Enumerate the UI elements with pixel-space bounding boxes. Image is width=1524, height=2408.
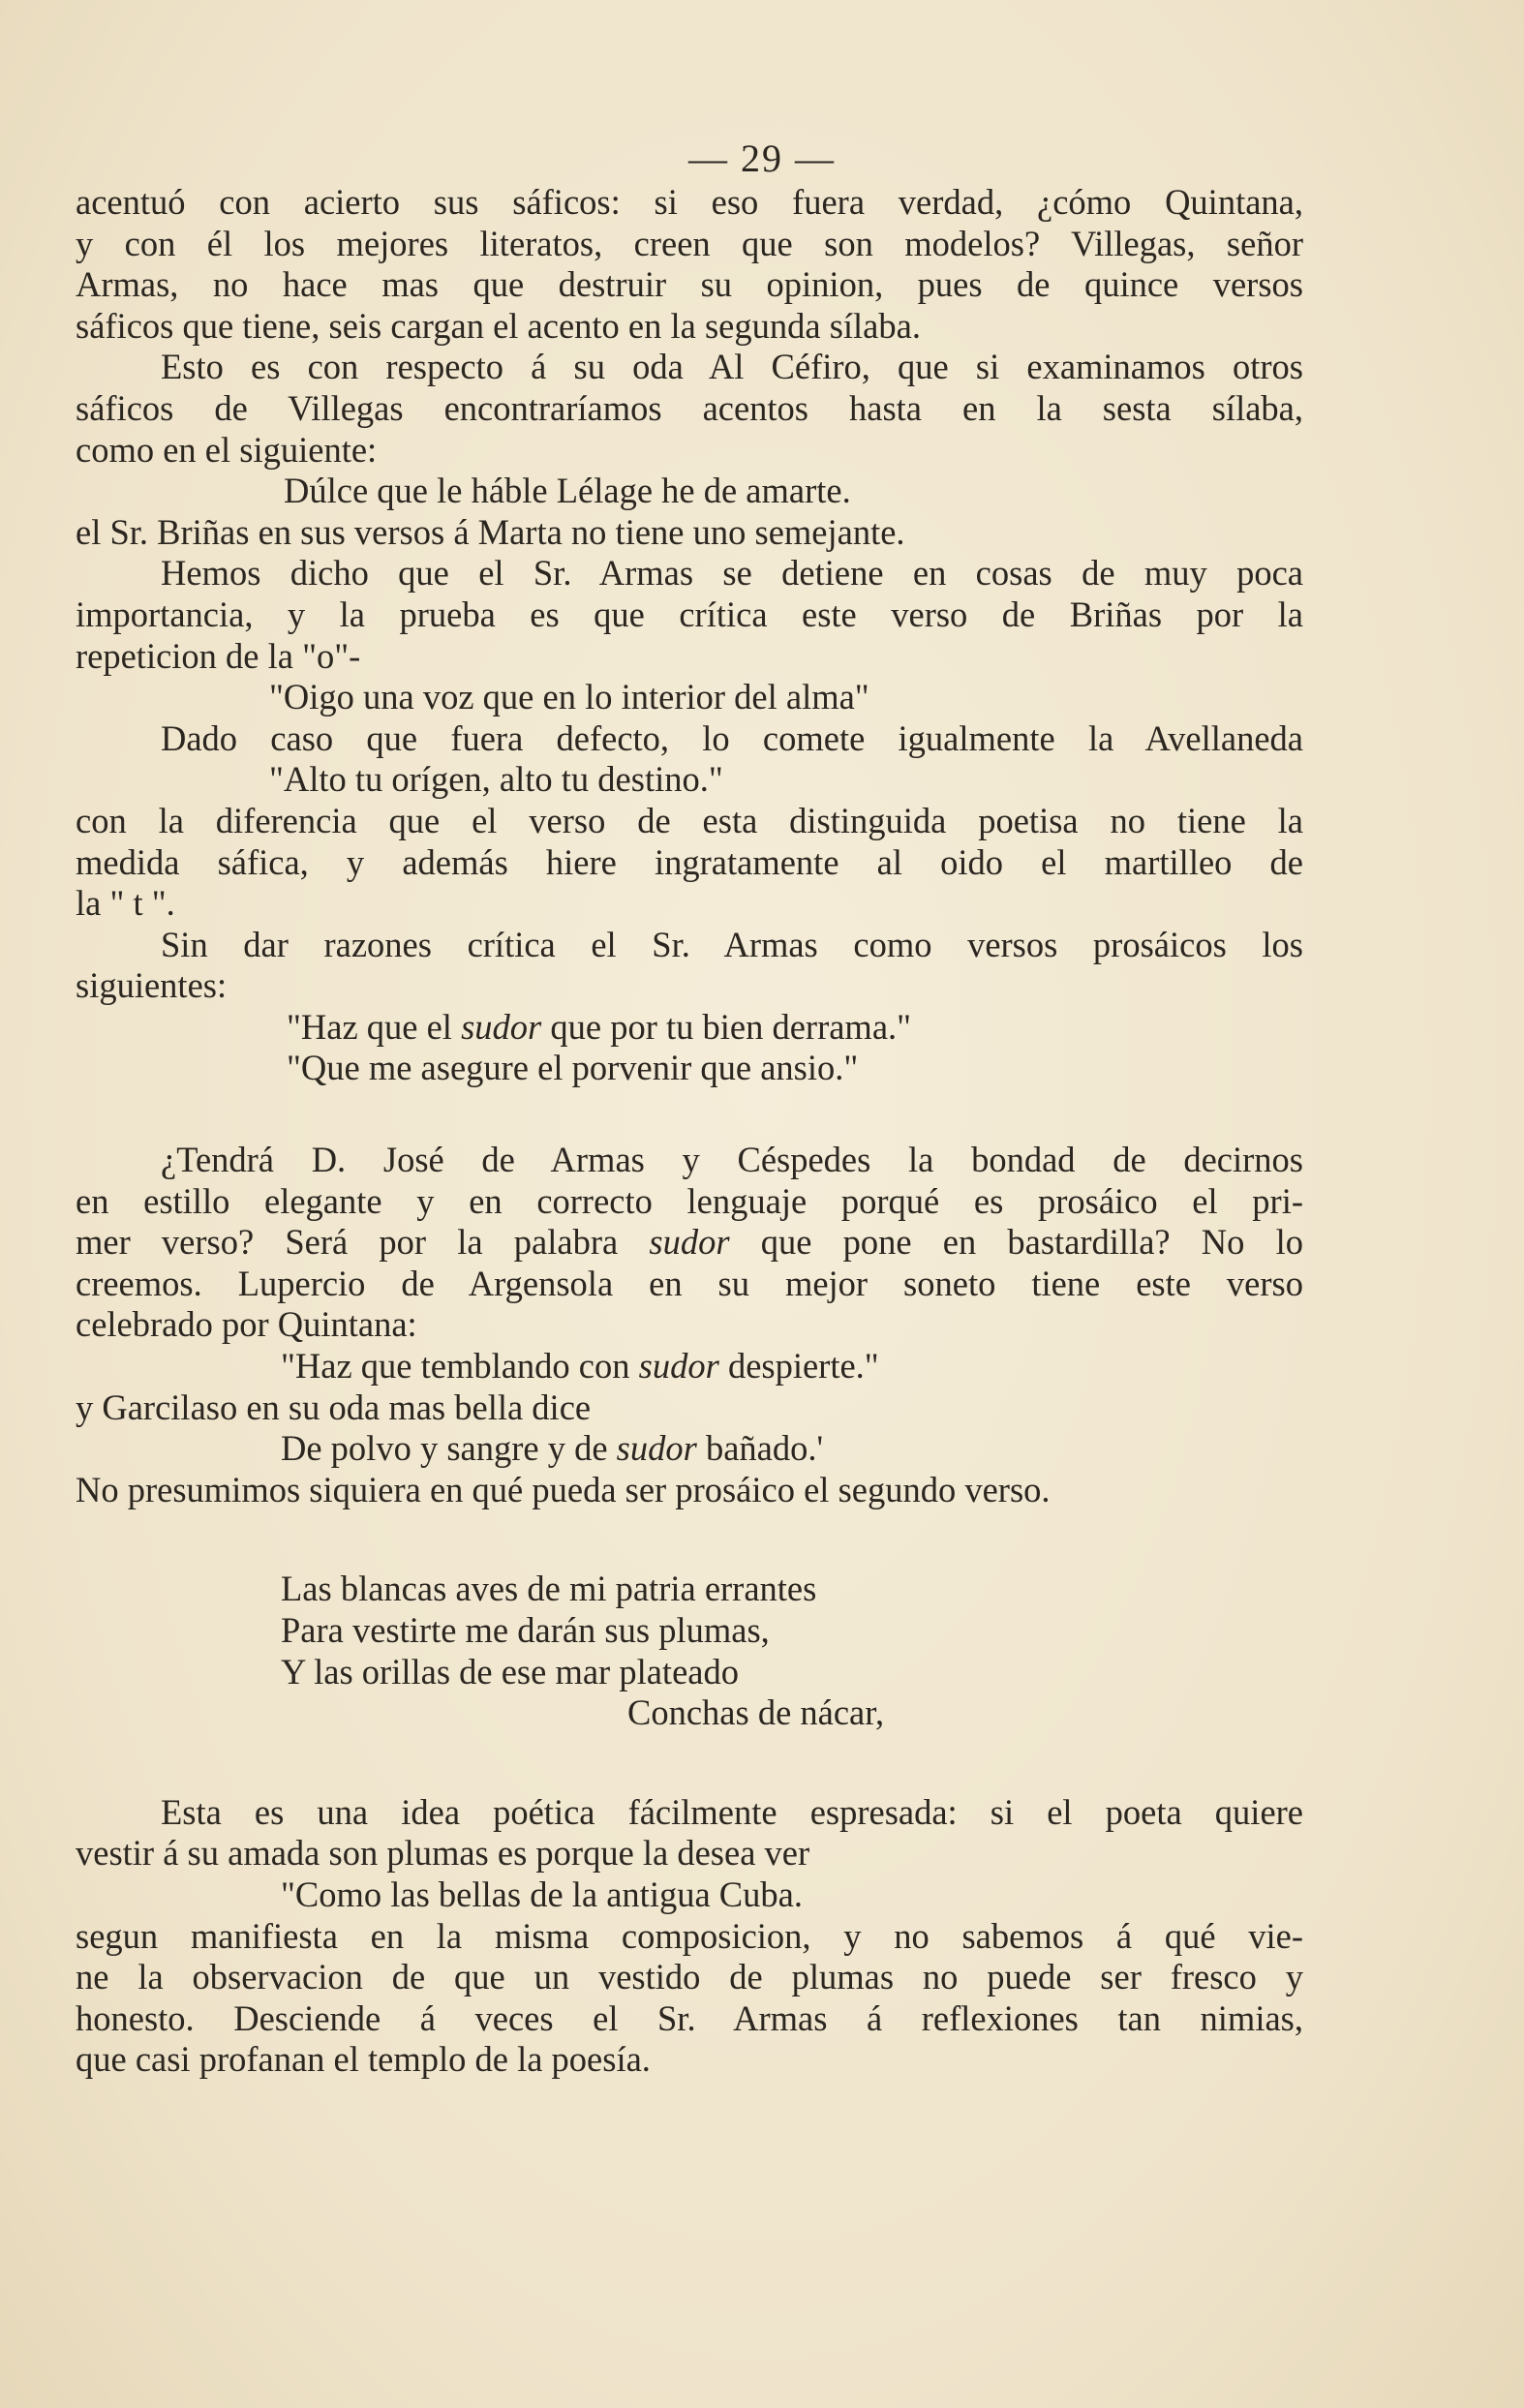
text-line: medida sáfica, y además hiere ingratamente al oido el martilleo de (76, 841, 1303, 882)
verse-text: "Haz que temblando con (281, 1346, 630, 1387)
text-line: sáficos de Villegas encontraríamos acentos hasta en la sesta sílaba, (76, 387, 1303, 428)
text-line: con la diferencia que el verso de esta distinguida poetisa no tiene la (76, 800, 1303, 840)
text-line: ne la observacion de que un vestido de plumas no puede ser fresco y (76, 1957, 1303, 1997)
spacer (76, 1510, 1303, 1569)
poem-line: Para vestirte me darán sus plumas, (281, 1610, 770, 1650)
text-line: vestir á su amada son plumas es porque la desea ver (76, 1833, 810, 1874)
italic-word: sudor (638, 1346, 719, 1387)
quoted-verse: "Que me asegure el porvenir que ansio." (287, 1048, 859, 1088)
page-number: — 29 — (688, 137, 836, 180)
italic-word: sudor (649, 1222, 730, 1263)
quoted-verse: "Como las bellas de la antigua Cuba. (281, 1874, 803, 1914)
italic-word: sudor (616, 1428, 697, 1469)
text-line: el Sr. Briñas en sus versos á Marta no tiene uno semejante. (76, 511, 905, 552)
text-line: creemos. Lupercio de Argensola en su mejor soneto tiene este verso (76, 1263, 1303, 1303)
text-line: No presumimos siquiera en qué pueda ser prosáico el segundo verso. (76, 1469, 1051, 1509)
text-line: Esto es con respecto á su oda Al Céfiro, que si examinamos otros (161, 347, 1303, 387)
quoted-verse (76, 1346, 1303, 1387)
text-line (76, 1222, 1303, 1264)
text-line: Esta es una idea poética fácilmente espresada: si el poeta quiere (161, 1791, 1303, 1832)
verse-text: "Haz que el (287, 1006, 452, 1047)
text-line: y Garcilaso en su oda mas bella dice (76, 1387, 592, 1427)
page-body (76, 182, 1303, 2081)
verse-text: despierte." (727, 1346, 879, 1387)
text-line: celebrado por Quintana: (76, 1304, 417, 1345)
text-line: honesto. Desciende á veces el Sr. Armas á reflexiones tan nimias, (76, 1997, 1303, 2038)
text-line: que casi profanan el templo de la poesía. (76, 2039, 651, 2080)
italic-word: sudor (461, 1006, 542, 1047)
text-line: sáficos que tiene, seis cargan el acento en la segunda sílaba. (76, 305, 921, 346)
verse-text: De polvo y sangre y de (281, 1428, 608, 1469)
text-line: Sin dar razones crítica el Sr. Armas como versos prosáicos los (161, 924, 1303, 964)
text-line: acentuó con acierto sus sáficos: si eso fuera verdad, ¿cómo Quintana, (76, 182, 1303, 222)
spacer (76, 1734, 1303, 1792)
text-line: siguientes: (76, 965, 228, 1006)
quoted-verse (76, 1007, 1303, 1049)
verse-text: que por tu bien derrama." (550, 1006, 912, 1047)
spacer (76, 1089, 1303, 1140)
text-line: Hemos dicho que el Sr. Armas se detiene en cosas de muy poca (161, 553, 1303, 594)
verse-text: bañado.' (705, 1428, 824, 1469)
text-line: la " t ". (76, 883, 175, 924)
text-line: repeticion de la "o"- (76, 635, 361, 676)
text-line: importancia, y la prueba es que crítica este verso de Briñas por la (76, 594, 1303, 634)
text-fragment: mer verso? Será por la palabra (76, 1222, 619, 1263)
text-line: y con él los mejores literatos, creen que son modelos? Villegas, señor (76, 223, 1303, 263)
quoted-verse: Dúlce que le háble Lélage he de amarte. (284, 471, 851, 511)
poem-line: Las blancas aves de mi patria errantes (281, 1569, 817, 1609)
quoted-verse (76, 1428, 1303, 1470)
poem-line: Y las orillas de ese mar plateado (281, 1651, 739, 1692)
poem-line: Conchas de nácar, (627, 1692, 885, 1733)
text-fragment: que pone en bastardilla? No lo (760, 1222, 1303, 1263)
text-line: ¿Tendrá D. José de Armas y Céspedes la bondad de decirnos (161, 1140, 1303, 1180)
text-line: segun manifiesta en la misma composicion, y no sabemos á qué vie- (76, 1915, 1303, 1956)
text-line: en estillo elegante y en correcto lenguaje porqué es prosáico el pri- (76, 1180, 1303, 1221)
quoted-verse: "Alto tu orígen, alto tu destino." (269, 759, 723, 800)
quoted-verse: "Oigo una voz que en lo interior del alma" (269, 677, 869, 717)
text-line: Armas, no hace mas que destruir su opinion, pues de quince versos (76, 264, 1303, 305)
text-line: Dado caso que fuera defecto, lo comete igualmente la Avellaneda (161, 717, 1303, 758)
text-line: como en el siguiente: (76, 429, 378, 470)
